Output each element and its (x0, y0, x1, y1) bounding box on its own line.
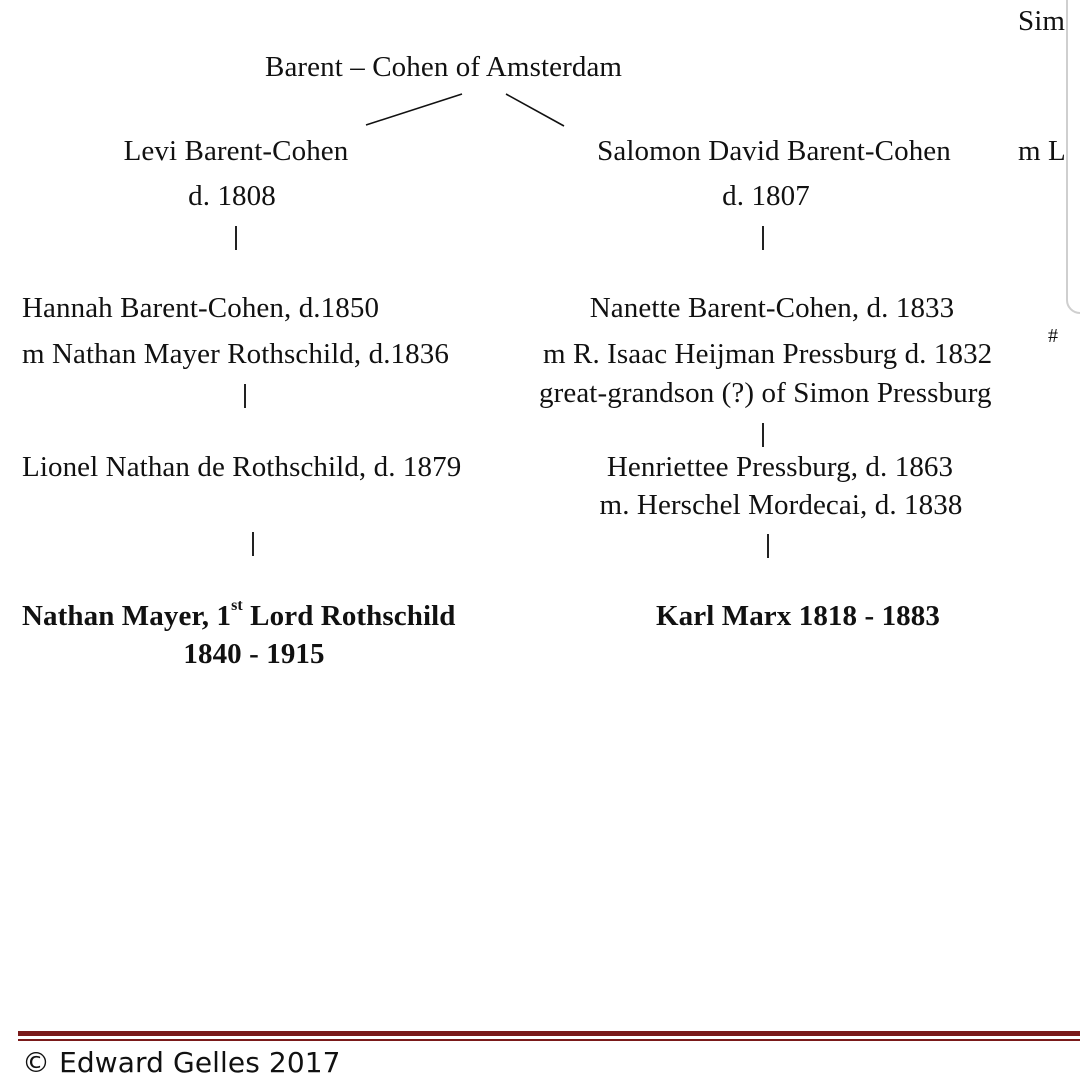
descent-bar-right-2 (762, 423, 764, 447)
edge-text-top: Sim (1018, 5, 1066, 37)
pressburg-note: great-grandson (?) of Simon Pressburg (539, 377, 992, 409)
root-family-label: Barent – Cohen of Amsterdam (265, 51, 623, 83)
isaac-spouse: m R. Isaac Heijman Pressburg d. 1832 (543, 338, 993, 370)
nathan-mayer-name: Nathan Mayer, 1st Lord Rothschild (22, 597, 456, 632)
connector-left (366, 94, 462, 125)
nathan-mayer-dates: 1840 - 1915 (183, 638, 325, 670)
descent-bar-left-3 (252, 532, 254, 556)
footer-rule-thin (18, 1039, 1080, 1041)
nanette-name: Nanette Barent-Cohen, d. 1833 (589, 292, 955, 324)
side-panel-edge (1066, 0, 1080, 314)
footer-rule (18, 1031, 1080, 1036)
lionel-name: Lionel Nathan de Rothschild, d. 1879 (22, 451, 462, 483)
descent-bar-left-1 (235, 226, 237, 250)
levi-name: Levi Barent-Cohen (123, 135, 349, 167)
henriettee-name: Henriettee Pressburg, d. 1863 (606, 451, 954, 483)
connector-right (506, 94, 564, 126)
hannah-name: Hannah Barent-Cohen, d.1850 (22, 292, 380, 324)
levi-death: d. 1808 (188, 180, 276, 212)
descent-bar-right-1 (762, 226, 764, 250)
footnote-mark: # (1048, 325, 1059, 347)
edge-text-mid: m L (1018, 135, 1066, 167)
salomon-death: d. 1807 (722, 180, 810, 212)
footer-copyright: © Edward Gelles 2017 (22, 1046, 341, 1079)
herschel-spouse: m. Herschel Mordecai, d. 1838 (599, 489, 963, 521)
hannah-spouse: m Nathan Mayer Rothschild, d.1836 (22, 338, 449, 370)
salomon-name: Salomon David Barent-Cohen (597, 135, 951, 167)
karl-marx-name: Karl Marx 1818 - 1883 (656, 600, 940, 632)
descent-bar-right-3 (767, 534, 769, 558)
descent-bar-left-2 (244, 384, 246, 408)
ordinal-superscript: st (231, 597, 243, 614)
